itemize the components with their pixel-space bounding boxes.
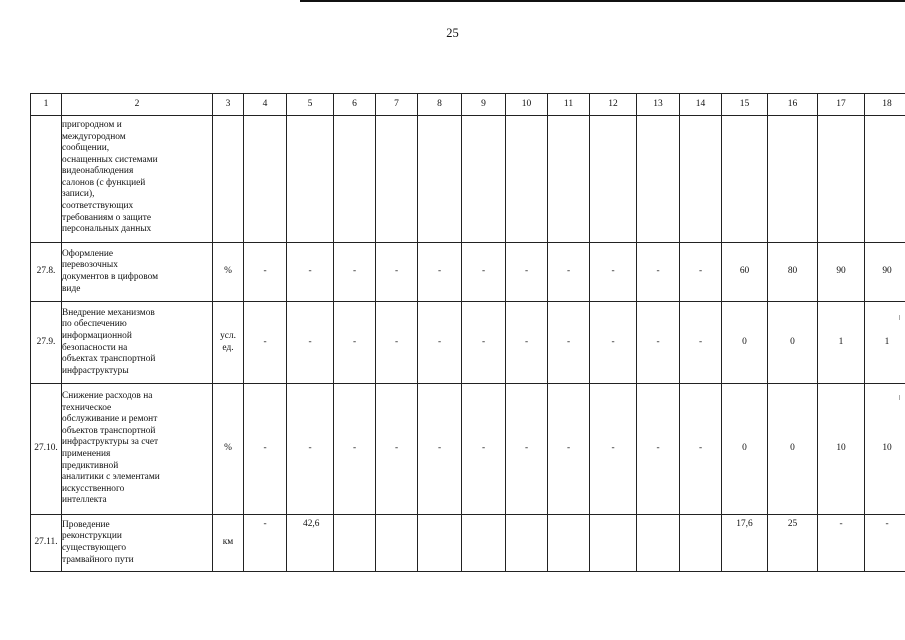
value-cell: - [244,243,287,302]
value-cell [334,116,376,243]
value-cell: - [244,302,287,384]
value-cell: 60 [722,243,768,302]
table-row [31,515,905,572]
value-cell: - [548,243,590,302]
value-cell [376,116,418,243]
header-cell: 13 [637,94,680,116]
value-cell: - [590,243,637,302]
value-cell: - [462,243,506,302]
value-cell: - [418,243,462,302]
row-unit [213,515,244,572]
top-border-line [300,0,905,2]
header-cell: 1 [31,94,62,116]
row-description-text: Снижение расходов на техническое обслуживание и ремонт объектов транспортной инфраструктуры за счет применения предиктивной аналитики с элементами искусственного интеллекта [62,391,160,506]
value-cell: 17,6 [722,515,768,572]
value-cell: - [680,384,722,515]
page-number: 25 [446,26,459,40]
value-cell [462,515,506,572]
value-cell: - [376,384,418,515]
value-cell [548,116,590,243]
value-cell: - [462,384,506,515]
value-cell [548,515,590,572]
header-cell: 15 [722,94,768,116]
header-row [31,94,905,116]
value-cell: 0 [768,384,818,515]
header-cell: 14 [680,94,722,116]
value-cell: - [506,384,548,515]
value-cell: 90 [818,243,865,302]
row-unit-text: % [224,443,232,454]
value-cell [506,515,548,572]
table-row [31,384,905,515]
value-cell: - [506,302,548,384]
row-unit [213,243,244,302]
value-cell: - [590,384,637,515]
value-cell: 25 [768,515,818,572]
row-description-text: Проведение реконструкции существующего трамвайного пути [62,519,134,565]
value-cell: 10 [818,384,865,515]
row-index: 27.9. [31,302,62,384]
value-cell: - [680,243,722,302]
header-cell: 12 [590,94,637,116]
value-cell: - [818,515,865,572]
value-cell: - [244,384,287,515]
header-cell: 18 [865,94,905,116]
value-cell [768,116,818,243]
row-description [62,302,213,384]
header-cell: 6 [334,94,376,116]
value-cell: - [865,515,905,572]
value-cell: - [334,243,376,302]
value-cell [462,116,506,243]
header-cell: 7 [376,94,418,116]
value-cell: - [376,302,418,384]
value-cell: 0 [722,384,768,515]
value-cell [637,515,680,572]
value-cell [637,116,680,243]
row-index: 27.10. [31,384,62,515]
scan-margin-mark [899,395,904,400]
row-index: 27.11. [31,515,62,572]
value-cell: - [680,302,722,384]
value-cell [418,116,462,243]
row-unit [213,384,244,515]
header-cell: 3 [213,94,244,116]
value-cell [506,116,548,243]
value-cell: 0 [768,302,818,384]
value-cell [244,116,287,243]
row-description-text: пригородном и междугородном сообщении, оснащенных системами видеонаблюдения салонов (с функцией записи), соответствующих требованиям о защите персональных данных [62,120,158,235]
value-cell [376,515,418,572]
value-cell: - [548,302,590,384]
value-cell: - [334,302,376,384]
value-cell: - [376,243,418,302]
data-table [30,93,905,572]
value-cell: - [462,302,506,384]
value-cell: 1 [865,302,905,384]
row-unit [213,116,244,243]
value-cell: - [287,302,334,384]
header-cell: 9 [462,94,506,116]
value-cell: 42,6 [287,515,334,572]
value-cell [287,116,334,243]
scan-margin-mark [899,315,904,320]
value-cell [865,116,905,243]
value-cell: - [548,384,590,515]
value-cell: 10 [865,384,905,515]
header-cell: 2 [62,94,213,116]
row-description [62,384,213,515]
row-unit-text: % [224,266,232,277]
value-cell [334,515,376,572]
value-cell: - [590,302,637,384]
header-cell: 5 [287,94,334,116]
value-cell: - [287,243,334,302]
row-description-text: Внедрение механизмов по обеспечению информационной безопасности на объектах транспортной инфраструктуры [62,307,156,376]
value-cell: - [287,384,334,515]
header-cell: 11 [548,94,590,116]
row-unit-text: км [222,537,234,548]
value-cell [680,116,722,243]
value-cell: - [637,243,680,302]
table-row [31,302,905,384]
value-cell: 0 [722,302,768,384]
row-index: 27.8. [31,243,62,302]
value-cell [722,116,768,243]
row-description [62,515,213,572]
value-cell [590,515,637,572]
row-unit [213,302,244,384]
value-cell: - [418,302,462,384]
table-row [31,116,905,243]
header-cell: 8 [418,94,462,116]
value-cell: - [637,302,680,384]
value-cell: - [334,384,376,515]
header-cell: 16 [768,94,818,116]
value-cell [418,515,462,572]
value-cell: 90 [865,243,905,302]
value-cell: - [244,515,287,572]
header-cell: 17 [818,94,865,116]
row-description-text: Оформление перевозочных документов в цифровом виде [62,248,159,294]
row-unit-text: усл. ед. [220,330,236,353]
value-cell [590,116,637,243]
row-description [62,243,213,302]
value-cell: - [418,384,462,515]
value-cell [680,515,722,572]
value-cell: - [506,243,548,302]
header-cell: 4 [244,94,287,116]
value-cell: - [637,384,680,515]
row-index [31,116,62,243]
value-cell: 1 [818,302,865,384]
table-row [31,243,905,302]
value-cell [818,116,865,243]
header-cell: 10 [506,94,548,116]
row-description [62,116,213,243]
value-cell: 80 [768,243,818,302]
